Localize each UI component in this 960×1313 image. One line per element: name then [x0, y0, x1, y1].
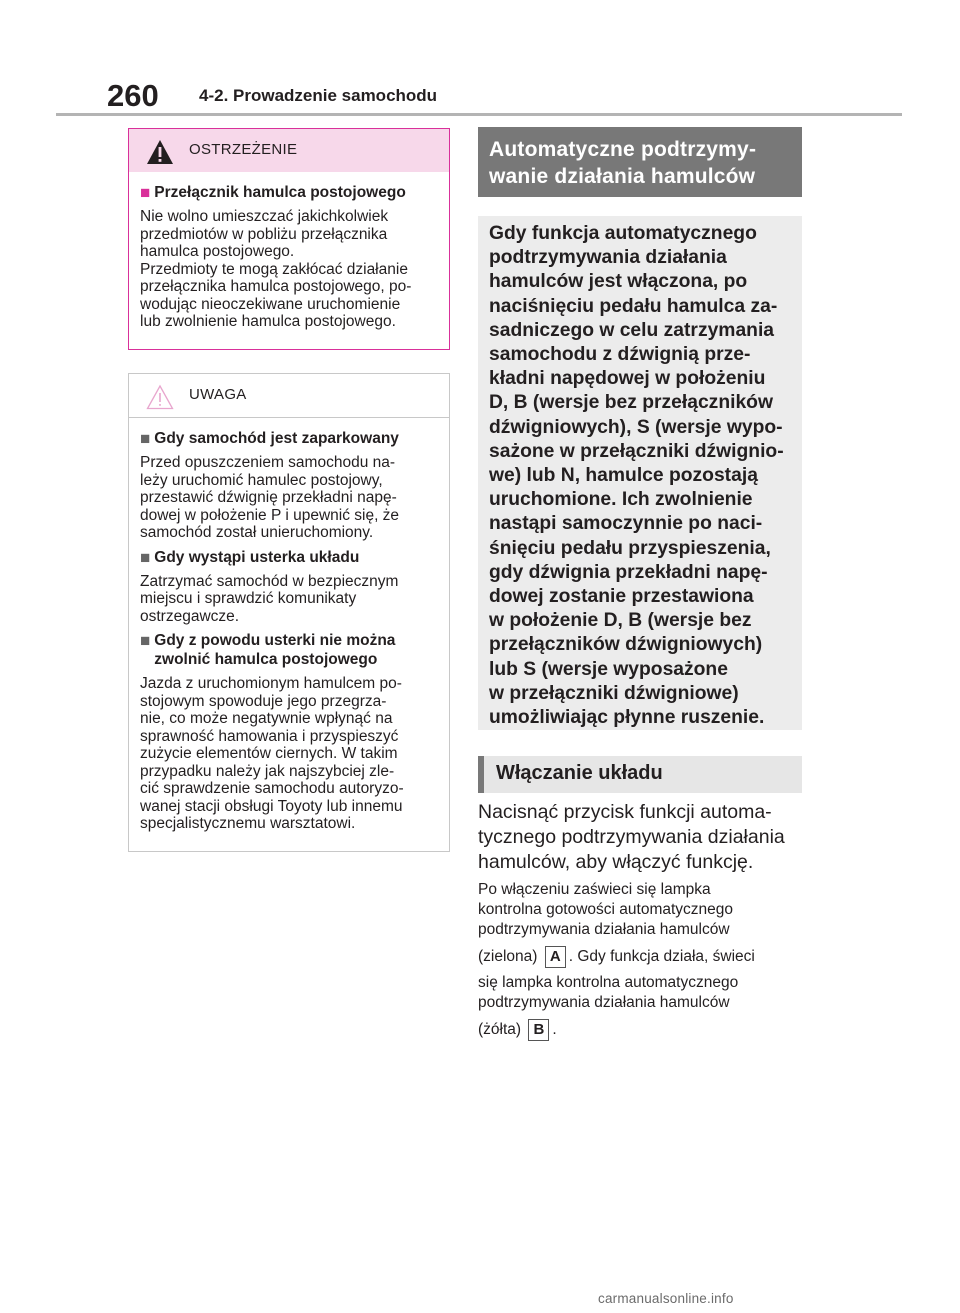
text-line: sadniczego w celu zatrzymania [489, 319, 775, 341]
note-text: . [552, 1021, 557, 1038]
section-headline [478, 127, 802, 197]
text-line: specjalistycznemu warsztatowi. [140, 815, 356, 832]
text-line: śnięciu pedału przyspieszenia, [489, 537, 771, 559]
bullet-square-icon: ■ [140, 429, 151, 448]
text-line: kontrolna gotowości automatycznego [478, 901, 734, 918]
text-line: lub zwolnienie hamulca postojowego. [140, 313, 396, 330]
bullet-square-icon: ■ [140, 547, 151, 567]
text-line: cić sprawdzenie samochodu autoryzo- [140, 780, 404, 797]
notice-item-title-text: Gdy samochód jest zaparkowany [154, 430, 399, 447]
text-line: się lampka kontrolna automatycznego [478, 974, 739, 991]
warning-label: OSTRZEŻENIE [189, 141, 298, 158]
page-number: 260 [107, 78, 159, 113]
subsection-header [478, 756, 802, 793]
text-line: samochodu z dźwignią prze- [489, 344, 751, 366]
notice-item-title [140, 429, 441, 448]
text-line: hamulców jest włączona, po [489, 271, 748, 293]
text-line: w położenie D, B (wersje bez [489, 610, 752, 632]
warning-item-text [140, 208, 441, 331]
text-line: Po włączeniu zaświeci się lampka [478, 881, 711, 898]
text-line: zużycie elementów ciernych. W takim [140, 745, 398, 762]
notice-item-title [140, 631, 441, 669]
watermark: carmanualsonline.info [598, 1291, 734, 1306]
subsection-title: Włączanie układu [496, 762, 663, 784]
notice-item-text [140, 573, 441, 626]
indicator-a-icon: A [545, 946, 566, 968]
text-line: hamulców, aby włączyć funkcję. [478, 851, 754, 873]
text-line [478, 1013, 808, 1046]
text-line: Przed opuszczeniem samochodu na- [140, 454, 396, 471]
text-line: umożliwiając płynne ruszenie. [489, 707, 765, 729]
bullet-square-icon: ■ [140, 183, 151, 202]
text-line: wanie działania hamulców [489, 165, 756, 188]
header-rule [56, 113, 902, 116]
text-line: D, B (wersje bez przełączników [489, 392, 773, 414]
text-line: stojowym spowoduje jego przegrza- [140, 692, 387, 710]
notice-item-title-text: Gdy wystąpi usterka układu [154, 548, 360, 566]
text-line: przełącznika hamulca postojowego, po- [140, 278, 412, 295]
text-line: nie, co może negatywnie wpłynąć na [140, 710, 393, 727]
text-line: Automatyczne podtrzymy- [489, 138, 757, 161]
text-line: podtrzymywania działania [489, 247, 727, 269]
warning-item-title-text: Przełącznik hamulca postojowego [154, 184, 406, 201]
text-line: Przedmioty te mogą zakłócać działanie [140, 260, 408, 278]
text-line: w przełączniki dźwigniowe) [489, 682, 739, 704]
text-line: naciśnięciu pedału hamulca za- [489, 295, 778, 317]
warning-box [128, 128, 450, 350]
text-line: Gdy funkcja automatycznego [489, 223, 757, 244]
text-line: lub S (wersje wyposażone [489, 658, 728, 680]
notice-item-text [140, 675, 441, 833]
text-line: wanej stacji obsługi Toyoty lub innemu [140, 797, 403, 815]
caution-triangle-icon [146, 384, 174, 410]
text-line: zwolnić hamulca postojowego [154, 651, 378, 668]
notice-item-text [140, 454, 441, 542]
text-line: dowej zostanie przestawiona [489, 586, 754, 608]
notice-box [128, 373, 450, 852]
text-line: nastąpi samoczynnie po naci- [489, 513, 763, 535]
text-line: gdy dźwignia przekładni napę- [489, 561, 768, 583]
notice-item-title [140, 548, 441, 567]
warning-header [129, 129, 449, 172]
indicator-b-icon: B [528, 1019, 549, 1041]
text-line: miejscu i sprawdzić komunikaty [140, 590, 357, 607]
text-line [478, 940, 808, 973]
text-line: przypadku należy jak najszybciej zle- [140, 762, 395, 780]
warning-triangle-icon [146, 139, 174, 165]
text-line: tycznego podtrzymywania działania [478, 826, 785, 848]
notice-header [129, 374, 449, 418]
step-instruction [478, 800, 808, 875]
warning-item-title [140, 183, 441, 202]
text-line: samochód został unieruchomiony. [140, 524, 374, 541]
text-line: przełączników dźwigniowych) [489, 634, 763, 656]
text-line: przestawić dźwignię przekładni napę- [140, 489, 397, 506]
section-title: 4-2. Prowadzenie samochodu [199, 86, 438, 105]
text-line: dźwigniowych), S (wersje wypo- [489, 416, 783, 438]
text-line: przedmiotów w pobliżu przełącznika [140, 225, 388, 243]
bullet-square-icon: ■ [140, 631, 151, 650]
note-text: (żółta) [478, 1021, 522, 1038]
text-line: Nie wolno umieszczać jakichkolwiek [140, 208, 389, 225]
text-line: Jazda z uruchomionym hamulcem po- [140, 675, 402, 692]
notice-label: UWAGA [189, 386, 247, 403]
text-line: hamulca postojowego. [140, 243, 295, 260]
text-line: leży uruchomić hamulec postojowy, [140, 471, 383, 489]
text-line: podtrzymywania działania hamulców [478, 994, 730, 1011]
text-line: Gdy z powodu usterki nie można [154, 632, 396, 649]
subsection-bar [478, 756, 484, 793]
text-line: podtrzymywania działania hamulców [478, 921, 730, 938]
note-text: . Gdy funkcja działa, świeci [568, 948, 755, 965]
text-line: kładni napędowej w położeniu [489, 368, 766, 390]
summary-box [478, 216, 802, 730]
text-line: dowej w położenie P i upewnić się, że [140, 506, 400, 524]
note-text: (zielona) [478, 948, 538, 965]
text-line: sażone w przełączniki dźwignio- [489, 440, 784, 462]
notice-item-title-text [154, 631, 395, 669]
text-line: ostrzegawcze. [140, 607, 240, 625]
text-line: wodując nieoczekiwane uruchomienie [140, 295, 401, 313]
text-line: we) lub N, hamulce pozostają [489, 465, 758, 487]
text-line: Nacisnąć przycisk funkcji automa- [478, 801, 772, 823]
text-line: Zatrzymać samochód w bezpiecznym [140, 572, 399, 590]
step-note [478, 880, 808, 1046]
text-line: sprawność hamowania i przyspieszyć [140, 727, 399, 745]
text-line: uruchomione. Ich zwolnienie [489, 489, 753, 511]
